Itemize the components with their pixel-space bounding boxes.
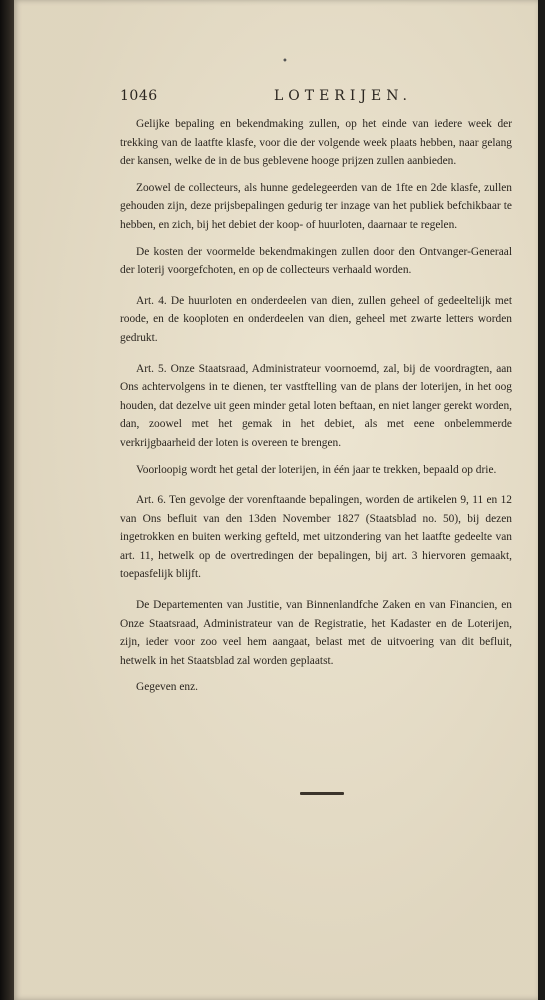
scan-binding-edge	[0, 0, 14, 1000]
body-text	[120, 115, 512, 705]
running-title: LOTERIJEN.	[273, 88, 412, 104]
ink-speck: •	[282, 56, 288, 67]
paragraph: Gegeven enz.	[136, 681, 198, 694]
paragraph: Zoowel de collecteurs, als hunne gedelegeerden van de 1fte en 2de klasfe, zullen gehouden zijn, deze prijsbepalingen gedurig ter inzage van het publiek befchikbaar te hebben, en zich, bij het debiet der koop- of huurloten, daarnaar te regelen.	[120, 181, 512, 231]
paragraph: Gelijke bepaling en bekendmaking zullen, op het einde van iedere week der trekking van de laatfte klasfe, voor die der volgende week plaats hebben, naar gelang der kansen, welke de in de bus geblevene hooge prijzen zullen aanbieden.	[120, 118, 512, 168]
paragraph: Art. 4. De huurloten en onderdeelen van dien, zullen geheel of gedeeltelijk met roode, en de kooploten en onderdeelen van dien, geheel met zwarte letters worden gedrukt.	[120, 294, 512, 344]
paragraph: Voorloopig wordt het getal der loterijen, in één jaar te trekken, bepaald op drie.	[136, 463, 497, 476]
paragraph: Art. 5. Onze Staatsraad, Administrateur voornoemd, zal, bij de voordragten, aan Ons achtervolgens in te dienen, ter vastftelling van de plans der loterijen, in het oog houden, dat dezelve uit geen minder getal loten beftaan, en niet langer gerekt worden, dan, zoowel met het gemak in het debiet, als met eene onbelemmerde verkrijgbaarheid der loten is overeen te brengen.	[120, 362, 512, 449]
page-number: 1046	[120, 88, 158, 104]
paragraph: Art. 6. Ten gevolge der vorenftaande bepalingen, worden de artikelen 9, 11 en 12 van Ons befluit van den 13den November 1827 (Staatsblad no. 50), bij dezen ingetrokken en buiten werking gefteld, met uitzondering van het laatfte gedeelte van art. 11, hetwelk op de overtredingen der bepalingen, bij art. 3 hiervoren gemaakt, toepasfelijk blijft.	[120, 494, 512, 581]
paragraph: De Departementen van Justitie, van Binnenlandfche Zaken en van Financien, en Onze Staatsraad, Administrateur van de Registratie, het Kadaster en de Loterijen, zijn, ieder voor zoo veel hem aangaat, belast met de uitvoering van dit befluit, hetwelk in het Staatsblad zal worden geplaatst.	[120, 599, 512, 667]
closing-rule	[300, 792, 344, 795]
page-header	[120, 88, 412, 108]
paragraph: De kosten der voormelde bekendmakingen zullen door den Ontvanger-Generaal der loterij voorgefchoten, en op de collecteurs verhaald worden.	[120, 245, 512, 277]
